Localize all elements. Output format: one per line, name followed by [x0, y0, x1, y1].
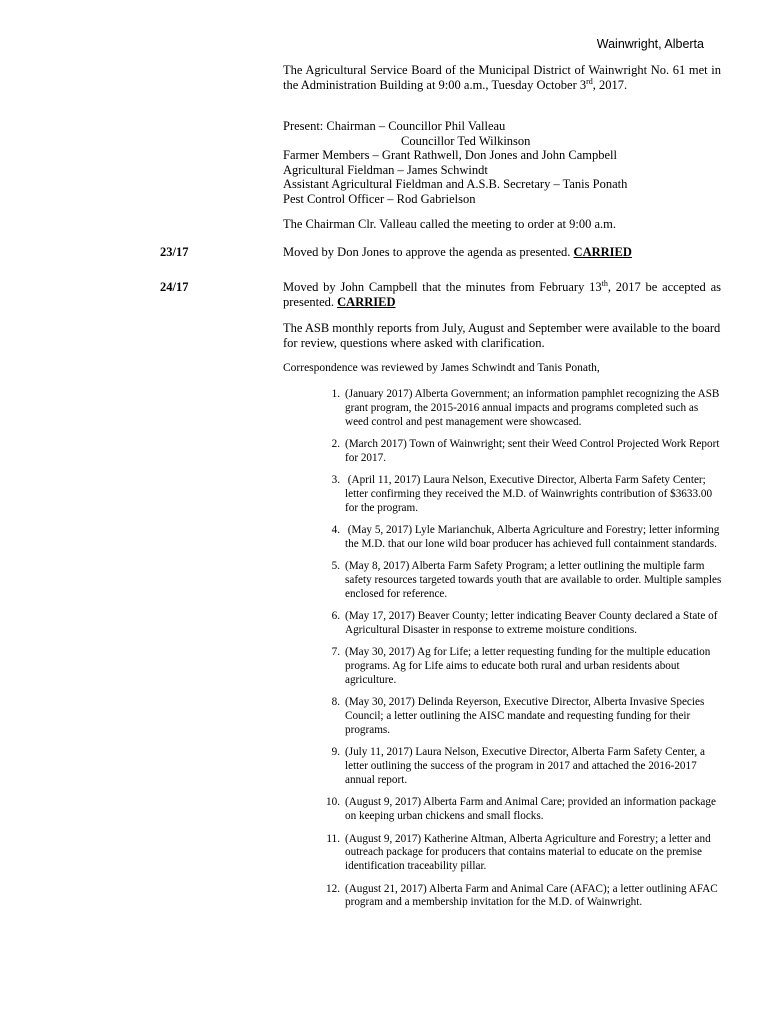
present-fieldman: Agricultural Fieldman – James Schwindt — [283, 162, 488, 177]
list-item: 4. (May 5, 2017) Lyle Marianchuk, Alberta Agriculture and Forestry; letter informing the M.D. that our lone wild boar producer has achieved full containment standards. — [331, 524, 720, 551]
list-item: 12. (August 21, 2017) Alberta Farm and Animal Care (AFAC); a letter outlining AFAC program and a membership invitation for the M.D. of Wainwright. — [326, 882, 718, 909]
carried-label: CARRIED — [573, 245, 632, 259]
motion-number: 24/17 — [160, 280, 189, 294]
present-councillor: Councillor Ted Wilkinson — [401, 133, 531, 148]
reports-paragraph: The ASB monthly reports from July, August and September were available to the board for review, questions where asked with clarification. — [283, 321, 721, 350]
present-assistant: Assistant Agricultural Fieldman and A.S.B. Secretary – Tanis Ponath — [283, 177, 628, 192]
list-item: 10. (August 9, 2017) Alberta Farm and Animal Care; provided an information package on keeping urban chickens and small flocks. — [326, 796, 716, 823]
list-item: 9. (July 11, 2017) Laura Nelson, Executive Director, Alberta Farm Safety Center, a letter outlining the success of the program in 2017 and attached the 2016-2017 annual report. — [331, 746, 705, 787]
present-farmers: Farmer Members – Grant Rathwell, Don Jones and John Campbell — [283, 148, 617, 163]
motion-number: 23/17 — [160, 245, 189, 259]
list-item: 7. (May 30, 2017) Ag for Life; a letter requesting funding for the multiple education programs. Ag for Life aims to educate both rural and urban residents about agriculture. — [331, 646, 711, 687]
list-item: 2. (March 2017) Town of Wainwright; sent their Weed Control Projected Work Report for 2017. — [331, 438, 720, 464]
list-item: 5. (May 8, 2017) Alberta Farm Safety Program; a letter outlining the multiple farm safety resources targeted towards youth that are available to order. Multiple samples enclosed for reference. — [331, 560, 722, 601]
present-pest-officer: Pest Control Officer – Rod Gabrielson — [283, 191, 476, 206]
present-chairman: Present: Chairman – Councillor Phil Valleau — [283, 119, 506, 133]
correspondence-intro: Correspondence was reviewed by James Schwindt and Tanis Ponath, — [283, 362, 600, 374]
call-to-order: The Chairman Clr. Valleau called the meeting to order at 9:00 a.m. — [283, 217, 617, 231]
motion-text: Moved by Don Jones to approve the agenda as presented. CARRIED — [283, 245, 632, 259]
list-item: 8. (May 30, 2017) Delinda Reyerson, Executive Director, Alberta Invasive Species Council; a letter outlining the AISC mandate and requesting funding for their programs. — [331, 696, 705, 737]
correspondence-list — [322, 388, 722, 919]
list-item: 11. (August 9, 2017) Katherine Altman, Alberta Agriculture and Forestry; a letter and outreach package for producers that contains material to educate on the premise identification traceability pillar. — [326, 832, 711, 873]
list-item: 6. (May 17, 2017) Beaver County; letter indicating Beaver County declared a State of Agricultural Disaster in response to extreme moisture conditions. — [331, 610, 718, 637]
carried-label: CARRIED — [337, 294, 396, 309]
location-header: Wainwright, Alberta — [596, 37, 704, 51]
motion-text: Moved by John Campbell that the minutes from February 13th, 2017 be accepted as presented. CARRIED — [283, 278, 721, 309]
attendance-list — [283, 119, 721, 207]
list-item: 1. (January 2017) Alberta Government; an information pamphlet recognizing the ASB grant program, the 2015-2016 annual impacts and programs completed such as weed control and pest management were showcased. — [331, 388, 720, 428]
intro-paragraph: The Agricultural Service Board of the Municipal District of Wainwright No. 61 met in the Administration Building at 9:00 a.m., Tuesday October 3rd, 2017. — [283, 63, 721, 92]
list-item: 3. (April 11, 2017) Laura Nelson, Executive Director, Alberta Farm Safety Center; letter confirming they received the M.D. of Wainwrights contribution of $3633.00 for the program. — [331, 474, 713, 514]
